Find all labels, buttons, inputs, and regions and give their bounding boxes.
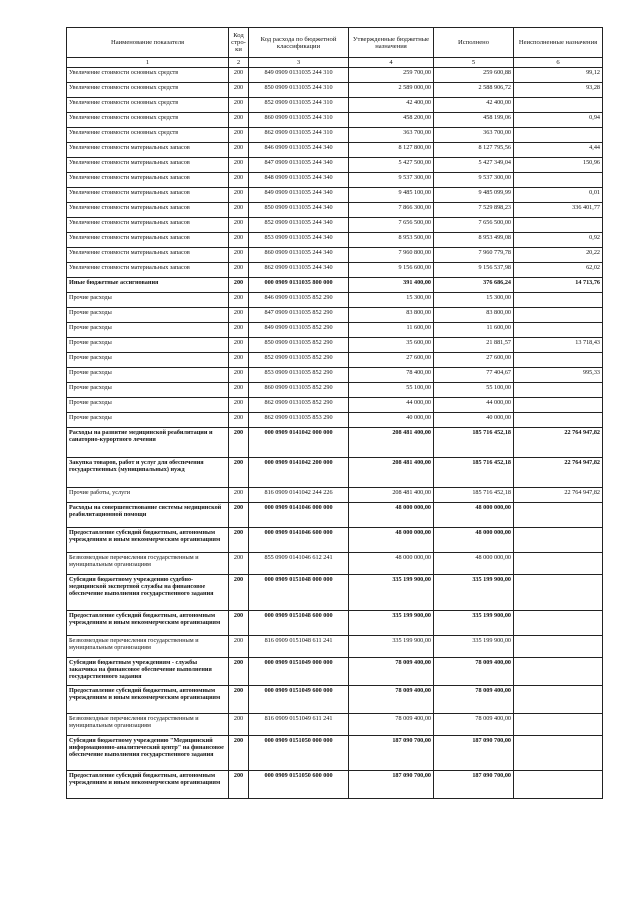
row-expense-code: 855 0909 0141046 612 241 xyxy=(249,553,349,575)
row-line-code: 200 xyxy=(229,83,249,98)
table-row xyxy=(67,173,603,188)
table-row xyxy=(67,278,603,293)
row-unexecuted xyxy=(514,353,603,368)
row-executed: 259 600,88 xyxy=(434,68,514,83)
row-approved: 42 400,00 xyxy=(349,98,434,113)
row-approved: 335 199 900,00 xyxy=(349,575,434,611)
row-unexecuted xyxy=(514,98,603,113)
row-executed: 55 100,00 xyxy=(434,383,514,398)
row-unexecuted xyxy=(514,323,603,338)
row-name: Прочие расходы xyxy=(67,308,229,323)
row-executed: 7 960 779,78 xyxy=(434,248,514,263)
row-name: Увеличение стоимости материальных запасов xyxy=(67,188,229,203)
row-executed: 44 000,00 xyxy=(434,398,514,413)
row-unexecuted xyxy=(514,398,603,413)
row-name: Увеличение стоимости основных средств xyxy=(67,113,229,128)
row-unexecuted xyxy=(514,503,603,528)
row-name: Расходы на совершенствование системы медицинской реабилитационной помощи xyxy=(67,503,229,528)
row-name: Увеличение стоимости материальных запасов xyxy=(67,218,229,233)
row-executed: 335 199 900,00 xyxy=(434,611,514,636)
table-row xyxy=(67,188,603,203)
column-number: 5 xyxy=(434,58,514,68)
table-row xyxy=(67,714,603,736)
row-unexecuted: 4,44 xyxy=(514,143,603,158)
row-approved: 35 600,00 xyxy=(349,338,434,353)
row-name: Иные бюджетные ассигнования xyxy=(67,278,229,293)
row-unexecuted: 62,02 xyxy=(514,263,603,278)
row-approved: 8 127 800,00 xyxy=(349,143,434,158)
row-executed: 7 656 500,00 xyxy=(434,218,514,233)
row-line-code: 200 xyxy=(229,575,249,611)
row-approved: 2 589 000,00 xyxy=(349,83,434,98)
row-executed: 187 090 700,00 xyxy=(434,736,514,771)
row-line-code: 200 xyxy=(229,203,249,218)
table-row xyxy=(67,611,603,636)
row-name: Прочие расходы xyxy=(67,338,229,353)
row-line-code: 200 xyxy=(229,128,249,143)
row-expense-code: 849 0909 0131035 244 310 xyxy=(249,68,349,83)
row-expense-code: 847 0909 0131035 244 340 xyxy=(249,158,349,173)
row-approved: 208 481 400,00 xyxy=(349,488,434,503)
row-unexecuted: 20,22 xyxy=(514,248,603,263)
row-unexecuted xyxy=(514,308,603,323)
row-expense-code: 000 0909 0151049 600 000 xyxy=(249,686,349,714)
row-line-code: 200 xyxy=(229,611,249,636)
row-expense-code: 849 0909 0131035 244 340 xyxy=(249,188,349,203)
table-row xyxy=(67,83,603,98)
row-line-code: 200 xyxy=(229,293,249,308)
row-line-code: 200 xyxy=(229,383,249,398)
row-name: Расходы на развитие медицинской реабилитации и санаторно-курортного лечения xyxy=(67,428,229,458)
row-executed: 187 090 700,00 xyxy=(434,771,514,799)
row-approved: 78 009 400,00 xyxy=(349,714,434,736)
row-name: Субсидия бюджетному учреждению судебно-медицинской экспертной службы на финансовое обеспечение выполнения государственного задания xyxy=(67,575,229,611)
row-approved: 40 000,00 xyxy=(349,413,434,428)
row-name: Увеличение стоимости материальных запасов xyxy=(67,173,229,188)
row-line-code: 200 xyxy=(229,714,249,736)
table-row xyxy=(67,128,603,143)
table-row xyxy=(67,553,603,575)
row-expense-code: 862 0909 0131035 244 310 xyxy=(249,128,349,143)
table-row xyxy=(67,203,603,218)
row-executed: 48 000 000,00 xyxy=(434,503,514,528)
table-row xyxy=(67,658,603,686)
row-name: Предоставление субсидий бюджетным, автономным учреждениям и иным некоммерческим организациям xyxy=(67,528,229,553)
row-expense-code: 000 0909 0141046 600 000 xyxy=(249,528,349,553)
column-number: 4 xyxy=(349,58,434,68)
row-executed: 9 485 099,99 xyxy=(434,188,514,203)
table-row xyxy=(67,368,603,383)
row-line-code: 200 xyxy=(229,398,249,413)
row-approved: 44 000,00 xyxy=(349,398,434,413)
header-executed: Исполнено xyxy=(434,28,514,58)
row-name: Прочие расходы xyxy=(67,353,229,368)
table-row xyxy=(67,488,603,503)
row-unexecuted xyxy=(514,413,603,428)
row-approved: 78 009 400,00 xyxy=(349,658,434,686)
row-executed: 185 716 452,18 xyxy=(434,428,514,458)
row-expense-code: 862 0909 0131035 852 290 xyxy=(249,398,349,413)
row-executed: 78 009 400,00 xyxy=(434,686,514,714)
budget-execution-table xyxy=(66,27,603,799)
row-executed: 458 199,06 xyxy=(434,113,514,128)
row-approved: 335 199 900,00 xyxy=(349,636,434,658)
row-name: Увеличение стоимости материальных запасов xyxy=(67,233,229,248)
table-row xyxy=(67,353,603,368)
row-expense-code: 849 0909 0131035 852 290 xyxy=(249,323,349,338)
row-line-code: 200 xyxy=(229,308,249,323)
table-row xyxy=(67,413,603,428)
row-line-code: 200 xyxy=(229,248,249,263)
row-unexecuted xyxy=(514,528,603,553)
row-name: Увеличение стоимости материальных запасов xyxy=(67,203,229,218)
row-unexecuted: 22 764 947,82 xyxy=(514,458,603,488)
row-approved: 187 090 700,00 xyxy=(349,736,434,771)
header-name: Наименование показателя xyxy=(67,28,229,58)
row-expense-code: 852 0909 0131035 244 340 xyxy=(249,218,349,233)
row-unexecuted: 0,92 xyxy=(514,233,603,248)
row-expense-code: 860 0909 0131035 852 290 xyxy=(249,383,349,398)
row-line-code: 200 xyxy=(229,218,249,233)
table-row xyxy=(67,308,603,323)
row-line-code: 200 xyxy=(229,143,249,158)
row-approved: 7 960 800,00 xyxy=(349,248,434,263)
row-expense-code: 852 0909 0131035 852 290 xyxy=(249,353,349,368)
row-executed: 185 716 452,18 xyxy=(434,458,514,488)
row-unexecuted xyxy=(514,173,603,188)
row-expense-code: 000 0909 0141046 000 000 xyxy=(249,503,349,528)
table-row xyxy=(67,428,603,458)
row-approved: 83 800,00 xyxy=(349,308,434,323)
table-row xyxy=(67,323,603,338)
header-line-code: Код стро-ки xyxy=(229,28,249,58)
row-expense-code: 846 0909 0131035 852 290 xyxy=(249,293,349,308)
row-executed: 376 686,24 xyxy=(434,278,514,293)
row-expense-code: 862 0909 0131035 853 290 xyxy=(249,413,349,428)
row-name: Прочие расходы xyxy=(67,323,229,338)
row-expense-code: 000 0909 0141042 000 000 xyxy=(249,428,349,458)
row-name: Прочие расходы xyxy=(67,398,229,413)
row-unexecuted xyxy=(514,553,603,575)
row-name: Предоставление субсидий бюджетным, автономным учреждениям и иным некоммерческим организациям xyxy=(67,686,229,714)
row-approved: 259 700,00 xyxy=(349,68,434,83)
row-line-code: 200 xyxy=(229,278,249,293)
row-line-code: 200 xyxy=(229,736,249,771)
row-approved: 7 866 300,00 xyxy=(349,203,434,218)
row-unexecuted xyxy=(514,218,603,233)
row-executed: 42 400,00 xyxy=(434,98,514,113)
row-line-code: 200 xyxy=(229,173,249,188)
row-name: Прочие расходы xyxy=(67,413,229,428)
table-row xyxy=(67,233,603,248)
row-unexecuted xyxy=(514,686,603,714)
row-expense-code: 000 0909 0151048 000 000 xyxy=(249,575,349,611)
row-approved: 458 200,00 xyxy=(349,113,434,128)
table-row xyxy=(67,113,603,128)
row-executed: 335 199 900,00 xyxy=(434,575,514,611)
row-unexecuted: 336 401,77 xyxy=(514,203,603,218)
table-row xyxy=(67,143,603,158)
row-executed: 2 588 906,72 xyxy=(434,83,514,98)
row-unexecuted: 22 764 947,82 xyxy=(514,428,603,458)
row-expense-code: 000 0909 0151050 600 000 xyxy=(249,771,349,799)
row-unexecuted xyxy=(514,658,603,686)
row-line-code: 200 xyxy=(229,233,249,248)
row-unexecuted xyxy=(514,293,603,308)
table-row xyxy=(67,736,603,771)
row-unexecuted: 14 713,76 xyxy=(514,278,603,293)
row-expense-code: 816 0909 0151049 611 241 xyxy=(249,714,349,736)
row-approved: 48 000 000,00 xyxy=(349,553,434,575)
column-number-row xyxy=(67,58,603,68)
row-executed: 83 800,00 xyxy=(434,308,514,323)
row-expense-code: 848 0909 0131035 244 340 xyxy=(249,173,349,188)
row-line-code: 200 xyxy=(229,188,249,203)
row-approved: 48 000 000,00 xyxy=(349,503,434,528)
row-executed: 9 156 537,98 xyxy=(434,263,514,278)
table-row xyxy=(67,338,603,353)
row-name: Закупка товаров, работ и услуг для обеспечения государственных (муниципальных) нужд xyxy=(67,458,229,488)
row-unexecuted xyxy=(514,771,603,799)
row-approved: 208 481 400,00 xyxy=(349,428,434,458)
row-approved: 55 100,00 xyxy=(349,383,434,398)
row-executed: 8 953 499,08 xyxy=(434,233,514,248)
column-number: 6 xyxy=(514,58,603,68)
row-line-code: 200 xyxy=(229,98,249,113)
row-approved: 8 953 500,00 xyxy=(349,233,434,248)
table-row xyxy=(67,636,603,658)
row-name: Увеличение стоимости основных средств xyxy=(67,68,229,83)
row-unexecuted: 99,12 xyxy=(514,68,603,83)
row-expense-code: 846 0909 0131035 244 340 xyxy=(249,143,349,158)
row-approved: 7 656 500,00 xyxy=(349,218,434,233)
row-line-code: 200 xyxy=(229,113,249,128)
table-row xyxy=(67,248,603,263)
row-executed: 48 000 000,00 xyxy=(434,553,514,575)
row-executed: 5 427 349,04 xyxy=(434,158,514,173)
row-approved: 78 009 400,00 xyxy=(349,686,434,714)
row-executed: 7 529 898,23 xyxy=(434,203,514,218)
row-unexecuted xyxy=(514,611,603,636)
row-approved: 335 199 900,00 xyxy=(349,611,434,636)
row-expense-code: 860 0909 0131035 244 310 xyxy=(249,113,349,128)
row-expense-code: 850 0909 0131035 852 290 xyxy=(249,338,349,353)
row-executed: 15 300,00 xyxy=(434,293,514,308)
row-name: Увеличение стоимости основных средств xyxy=(67,98,229,113)
table-body xyxy=(67,68,603,799)
table-row xyxy=(67,263,603,278)
row-expense-code: 853 0909 0131035 852 290 xyxy=(249,368,349,383)
row-unexecuted xyxy=(514,736,603,771)
row-approved: 187 090 700,00 xyxy=(349,771,434,799)
row-unexecuted: 150,96 xyxy=(514,158,603,173)
row-approved: 208 481 400,00 xyxy=(349,458,434,488)
row-line-code: 200 xyxy=(229,553,249,575)
row-unexecuted: 93,28 xyxy=(514,83,603,98)
row-executed: 185 716 452,18 xyxy=(434,488,514,503)
row-line-code: 200 xyxy=(229,353,249,368)
row-executed: 77 404,67 xyxy=(434,368,514,383)
row-expense-code: 850 0909 0131035 244 310 xyxy=(249,83,349,98)
row-line-code: 200 xyxy=(229,413,249,428)
table-row xyxy=(67,158,603,173)
row-name: Субсидия бюджетному учреждению "Медицинский информационно-аналитический центр" на финансовое обеспечение выполнения государственного задания xyxy=(67,736,229,771)
row-approved: 391 400,00 xyxy=(349,278,434,293)
row-line-code: 200 xyxy=(229,338,249,353)
row-executed: 78 009 400,00 xyxy=(434,714,514,736)
row-expense-code: 000 0909 0151050 000 000 xyxy=(249,736,349,771)
row-approved: 48 000 000,00 xyxy=(349,528,434,553)
row-unexecuted: 13 718,43 xyxy=(514,338,603,353)
column-number: 1 xyxy=(67,58,229,68)
row-expense-code: 816 0909 0141042 244 226 xyxy=(249,488,349,503)
row-name: Субсидии бюджетным учреждениям - службы заказчика на финансовое обеспечение выполнения государственного задания xyxy=(67,658,229,686)
row-expense-code: 853 0909 0131035 244 340 xyxy=(249,233,349,248)
table-row xyxy=(67,383,603,398)
row-executed: 40 000,00 xyxy=(434,413,514,428)
row-executed: 48 000 000,00 xyxy=(434,528,514,553)
header-approved: Утвержденные бюджетные назначения xyxy=(349,28,434,58)
table-row xyxy=(67,218,603,233)
table-row xyxy=(67,686,603,714)
table-row xyxy=(67,398,603,413)
row-name: Безвозмездные перечисления государственным и муниципальным организациям xyxy=(67,636,229,658)
table-row xyxy=(67,771,603,799)
table-row xyxy=(67,528,603,553)
column-number: 2 xyxy=(229,58,249,68)
row-name: Прочие расходы xyxy=(67,293,229,308)
row-line-code: 200 xyxy=(229,323,249,338)
row-approved: 363 700,00 xyxy=(349,128,434,143)
row-approved: 5 427 500,00 xyxy=(349,158,434,173)
table-row xyxy=(67,98,603,113)
row-unexecuted: 22 764 947,82 xyxy=(514,488,603,503)
row-line-code: 200 xyxy=(229,771,249,799)
row-expense-code: 847 0909 0131035 852 290 xyxy=(249,308,349,323)
row-approved: 27 600,00 xyxy=(349,353,434,368)
row-expense-code: 000 0909 0131035 800 000 xyxy=(249,278,349,293)
row-line-code: 200 xyxy=(229,458,249,488)
row-name: Увеличение стоимости материальных запасов xyxy=(67,263,229,278)
table-row xyxy=(67,458,603,488)
row-approved: 9 485 100,00 xyxy=(349,188,434,203)
row-line-code: 200 xyxy=(229,528,249,553)
row-name: Предоставление субсидий бюджетным, автономным учреждениям и иным некоммерческим организациям xyxy=(67,771,229,799)
row-unexecuted xyxy=(514,636,603,658)
row-name: Увеличение стоимости материальных запасов xyxy=(67,158,229,173)
row-name: Безвозмездные перечисления государственным и муниципальным организациям xyxy=(67,714,229,736)
row-line-code: 200 xyxy=(229,428,249,458)
row-name: Прочие расходы xyxy=(67,368,229,383)
row-unexecuted: 995,33 xyxy=(514,368,603,383)
row-expense-code: 850 0909 0131035 244 340 xyxy=(249,203,349,218)
header-row xyxy=(67,28,603,58)
row-executed: 21 881,57 xyxy=(434,338,514,353)
row-executed: 78 009 400,00 xyxy=(434,658,514,686)
row-executed: 335 199 900,00 xyxy=(434,636,514,658)
row-unexecuted: 0,01 xyxy=(514,188,603,203)
row-approved: 9 537 300,00 xyxy=(349,173,434,188)
row-expense-code: 816 0909 0151048 611 241 xyxy=(249,636,349,658)
table-row xyxy=(67,575,603,611)
row-unexecuted xyxy=(514,714,603,736)
header-unexecuted: Неисполненные назначения xyxy=(514,28,603,58)
row-name: Предоставление субсидий бюджетным, автономным учреждениям и иным некоммерческим организациям xyxy=(67,611,229,636)
row-name: Безвозмездные перечисления государственным и муниципальным организациям xyxy=(67,553,229,575)
row-line-code: 200 xyxy=(229,503,249,528)
row-unexecuted xyxy=(514,128,603,143)
row-line-code: 200 xyxy=(229,368,249,383)
row-executed: 9 537 300,00 xyxy=(434,173,514,188)
row-unexecuted xyxy=(514,383,603,398)
row-name: Увеличение стоимости основных средств xyxy=(67,128,229,143)
row-name: Увеличение стоимости материальных запасов xyxy=(67,143,229,158)
row-expense-code: 852 0909 0131035 244 310 xyxy=(249,98,349,113)
row-line-code: 200 xyxy=(229,636,249,658)
row-line-code: 200 xyxy=(229,158,249,173)
row-executed: 11 600,00 xyxy=(434,323,514,338)
row-unexecuted: 0,94 xyxy=(514,113,603,128)
row-executed: 27 600,00 xyxy=(434,353,514,368)
row-expense-code: 000 0909 0151048 600 000 xyxy=(249,611,349,636)
row-line-code: 200 xyxy=(229,68,249,83)
row-expense-code: 860 0909 0131035 244 340 xyxy=(249,248,349,263)
row-approved: 15 300,00 xyxy=(349,293,434,308)
row-approved: 78 400,00 xyxy=(349,368,434,383)
row-approved: 11 600,00 xyxy=(349,323,434,338)
row-line-code: 200 xyxy=(229,263,249,278)
row-expense-code: 000 0909 0151049 000 000 xyxy=(249,658,349,686)
header-expense-code: Код расхода по бюджетной классификации xyxy=(249,28,349,58)
row-expense-code: 862 0909 0131035 244 340 xyxy=(249,263,349,278)
row-name: Прочие расходы xyxy=(67,383,229,398)
row-name: Прочие работы, услуги xyxy=(67,488,229,503)
column-number: 3 xyxy=(249,58,349,68)
row-executed: 8 127 795,56 xyxy=(434,143,514,158)
row-expense-code: 000 0909 0141042 200 000 xyxy=(249,458,349,488)
row-unexecuted xyxy=(514,575,603,611)
table-row xyxy=(67,293,603,308)
row-line-code: 200 xyxy=(229,658,249,686)
row-approved: 9 156 600,00 xyxy=(349,263,434,278)
table-row xyxy=(67,68,603,83)
row-name: Увеличение стоимости материальных запасов xyxy=(67,248,229,263)
row-line-code: 200 xyxy=(229,686,249,714)
row-executed: 363 700,00 xyxy=(434,128,514,143)
row-name: Увеличение стоимости основных средств xyxy=(67,83,229,98)
table-row xyxy=(67,503,603,528)
row-line-code: 200 xyxy=(229,488,249,503)
